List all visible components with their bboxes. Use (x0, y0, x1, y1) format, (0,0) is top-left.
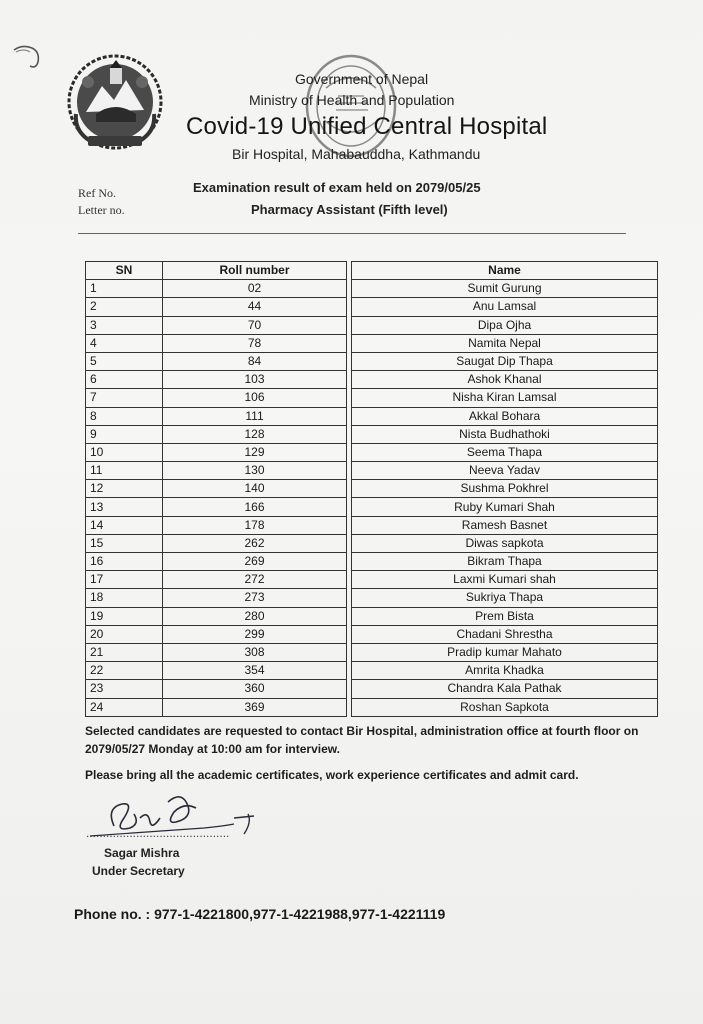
table-row (86, 553, 658, 571)
table-row (86, 352, 658, 370)
nepal-emblem-icon (66, 52, 164, 154)
sn-cell: 17 (86, 571, 163, 589)
roll-number-cell: 360 (163, 680, 347, 698)
name-cell: Anu Lamsal (352, 298, 658, 316)
table-row (86, 334, 658, 352)
sn-cell: 8 (86, 407, 163, 425)
table-row (86, 698, 658, 716)
sn-cell: 19 (86, 607, 163, 625)
name-cell: Sumit Gurung (352, 280, 658, 298)
header-roll-number: Roll number (163, 262, 347, 280)
header-name: Name (352, 262, 658, 280)
roll-number-cell: 269 (163, 553, 347, 571)
name-cell: Dipa Ojha (352, 316, 658, 334)
name-cell: Ruby Kumari Shah (352, 498, 658, 516)
table-row (86, 407, 658, 425)
signer-name: Sagar Mishra (104, 846, 180, 860)
letter-no-label: Letter no. (78, 203, 125, 217)
sn-cell: 14 (86, 516, 163, 534)
name-cell: Neeva Yadav (352, 462, 658, 480)
phone-numbers: Phone no. : 977-1-4221800,977-1-4221988,977-1-4221119 (74, 906, 446, 922)
table-header-row (86, 262, 658, 280)
sn-cell: 11 (86, 462, 163, 480)
table-row (86, 280, 658, 298)
table-row (86, 589, 658, 607)
table-row (86, 298, 658, 316)
roll-number-cell: 84 (163, 352, 347, 370)
table-row (86, 443, 658, 461)
name-cell: Roshan Sapkota (352, 698, 658, 716)
sn-cell: 20 (86, 625, 163, 643)
sn-cell: 2 (86, 298, 163, 316)
sn-cell: 6 (86, 371, 163, 389)
sn-cell: 4 (86, 334, 163, 352)
sn-cell: 5 (86, 352, 163, 370)
table-row (86, 534, 658, 552)
sn-cell: 24 (86, 698, 163, 716)
table-row (86, 371, 658, 389)
position-title: Pharmacy Assistant (Fifth level) (251, 202, 448, 217)
roll-number-cell: 178 (163, 516, 347, 534)
name-cell: Saugat Dip Thapa (352, 352, 658, 370)
name-cell: Sukriya Thapa (352, 589, 658, 607)
table-row (86, 571, 658, 589)
table-row (86, 625, 658, 643)
table-row (86, 425, 658, 443)
ministry-heading: Ministry of Health and Population (249, 92, 455, 108)
roll-number-cell: 78 (163, 334, 347, 352)
table-row (86, 480, 658, 498)
name-cell: Ramesh Basnet (352, 516, 658, 534)
header-sn: SN (86, 262, 163, 280)
sn-cell: 10 (86, 443, 163, 461)
roll-number-cell: 130 (163, 462, 347, 480)
sn-cell: 16 (86, 553, 163, 571)
sn-cell: 9 (86, 425, 163, 443)
table-row (86, 607, 658, 625)
name-cell: Prem Bista (352, 607, 658, 625)
signer-title: Under Secretary (92, 864, 185, 878)
interview-notice: Selected candidates are requested to contact Bir Hospital, administration office at fourth floor on 2079/05/27 Monday at 10:00 am for interview. (85, 724, 639, 756)
roll-number-cell: 128 (163, 425, 347, 443)
name-cell: Bikram Thapa (352, 553, 658, 571)
name-cell: Chandra Kala Pathak (352, 680, 658, 698)
ref-no-label: Ref No. (78, 186, 116, 200)
roll-number-cell: 280 (163, 607, 347, 625)
roll-number-cell: 103 (163, 371, 347, 389)
roll-number-cell: 308 (163, 643, 347, 661)
sn-cell: 23 (86, 680, 163, 698)
table-row (86, 680, 658, 698)
table-row (86, 662, 658, 680)
results-table (85, 261, 658, 717)
sn-cell: 18 (86, 589, 163, 607)
roll-number-cell: 111 (163, 407, 347, 425)
result-title: Examination result of exam held on 2079/05/25 (193, 180, 481, 195)
name-cell: Seema Thapa (352, 443, 658, 461)
government-heading: Government of Nepal (295, 71, 429, 87)
sn-cell: 22 (86, 662, 163, 680)
sn-cell: 21 (86, 643, 163, 661)
table-row (86, 462, 658, 480)
roll-number-cell: 272 (163, 571, 347, 589)
roll-number-cell: 70 (163, 316, 347, 334)
name-cell: Laxmi Kumari shah (352, 571, 658, 589)
sn-cell: 13 (86, 498, 163, 516)
roll-number-cell: 273 (163, 589, 347, 607)
roll-number-cell: 262 (163, 534, 347, 552)
roll-number-cell: 44 (163, 298, 347, 316)
roll-number-cell: 354 (163, 662, 347, 680)
sn-cell: 15 (86, 534, 163, 552)
name-cell: Pradip kumar Mahato (352, 643, 658, 661)
sn-cell: 7 (86, 389, 163, 407)
name-cell: Sushma Pokhrel (352, 480, 658, 498)
reference-block (78, 185, 125, 219)
name-cell: Nisha Kiran Lamsal (352, 389, 658, 407)
name-cell: Nista Budhathoki (352, 425, 658, 443)
name-cell: Akkal Bohara (352, 407, 658, 425)
table-row (86, 516, 658, 534)
roll-number-cell: 106 (163, 389, 347, 407)
documents-notice: Please bring all the academic certificates, work experience certificates and admit card. (85, 768, 579, 782)
table-row (86, 498, 658, 516)
header-divider (78, 233, 626, 234)
roll-number-cell: 140 (163, 480, 347, 498)
roll-number-cell: 02 (163, 280, 347, 298)
table-row (86, 643, 658, 661)
name-cell: Chadani Shrestha (352, 625, 658, 643)
name-cell: Amrita Khadka (352, 662, 658, 680)
sn-cell: 3 (86, 316, 163, 334)
signature-line: ........................................... (86, 826, 230, 840)
table-row (86, 316, 658, 334)
roll-number-cell: 166 (163, 498, 347, 516)
name-cell: Diwas sapkota (352, 534, 658, 552)
roll-number-cell: 369 (163, 698, 347, 716)
paper-clip-mark-icon (10, 42, 46, 72)
results-table-body (86, 280, 658, 717)
roll-number-cell: 129 (163, 443, 347, 461)
table-row (86, 389, 658, 407)
roll-number-cell: 299 (163, 625, 347, 643)
hospital-address: Bir Hospital, Mahabauddha, Kathmandu (232, 146, 481, 162)
sn-cell: 1 (86, 280, 163, 298)
name-cell: Ashok Khanal (352, 371, 658, 389)
name-cell: Namita Nepal (352, 334, 658, 352)
sn-cell: 12 (86, 480, 163, 498)
hospital-heading: Covid-19 Unified Central Hospital (186, 113, 548, 140)
